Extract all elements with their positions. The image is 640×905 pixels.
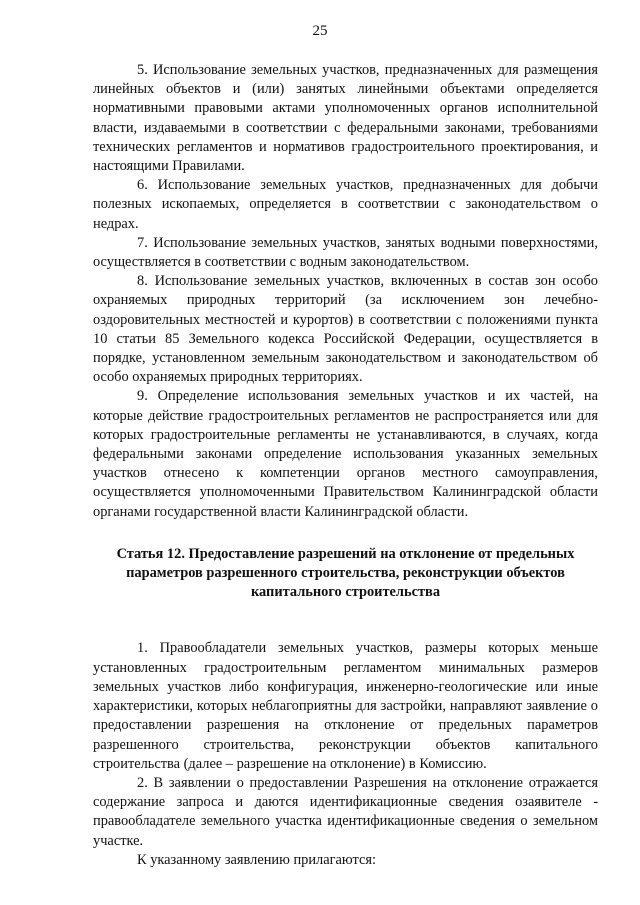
article-12-body (93, 639, 598, 869)
paragraph-6: 6. Использование земельных участков, предназначенных для добычи полезных ископаемых, определяется в соответствии с законодательством о недрах. (93, 177, 598, 232)
article-paragraph-3: К указанному заявлению прилагаются: (137, 851, 376, 868)
paragraph-5: 5. Использование земельных участков, предназначенных для размещения линейных объектов и (или) занятых линейными объектами определяется нормативными правовыми актами уполномоченных органов исполнительной власти, издаваемыми в соответствии с федеральными законами, требованиями технических регламентов и нормативов градостроительного проектирования, и настоящими Правилами. (93, 62, 598, 175)
article-paragraph-2: 2. В заявлении о предоставлении Разрешения на отклонение отражается содержание запроса и даются идентификационные сведения озаявителе - правообладателе земельного участка идентификационные сведения о земельном участке. (93, 774, 598, 849)
paragraph-9: 9. Определение использования земельных участков и их частей, на которые действие градостроительных регламентов не распространяется или для которых градостроительные регламенты не устанавливаются, в случаях, когда федеральными законами определение использования указанных земельных участков отнесено к компетенции органов местного самоуправления, осуществляется уполномоченными Правительством Калининградской области органами государственной власти Калининградской области. (93, 388, 598, 520)
paragraph-8: 8. Использование земельных участков, включенных в состав зон особо охраняемых природных территорий (за исключением зон лечебно-оздоровительных местностей и курортов) в соответствии с положениями пункта 10 статьи 85 Земельного кодекса Российской Федерации, осуществляется в порядке, установленном земельным законодательством и законодательством об особо охраняемых природных территориях. (93, 273, 598, 386)
page-number: 25 (312, 23, 328, 39)
article-paragraph-1: 1. Правообладатели земельных участков, размеры которых меньше установленных градостроительным регламентом минимальных размеров земельных участков либо конфигурация, инженерно-геологические или иные характеристики, которых неблагоприятны для застройки, направляют заявление о предоставлении разрешения на отклонение от предельных параметров разрешенного строительства, реконструкции объектов капитального строительства (далее – разрешение на отклонение) в Комиссию. (93, 640, 598, 772)
article-12-heading: Статья 12. Предоставление разрешений на отклонение от предельных параметров разрешенного строительства, реконструкции объектов капитального строительства (116, 545, 575, 601)
paragraph-7: 7. Использование земельных участков, занятых водными поверхностями, осуществляется в соответствии с водным законодательством. (93, 234, 598, 271)
page-content (93, 61, 598, 870)
